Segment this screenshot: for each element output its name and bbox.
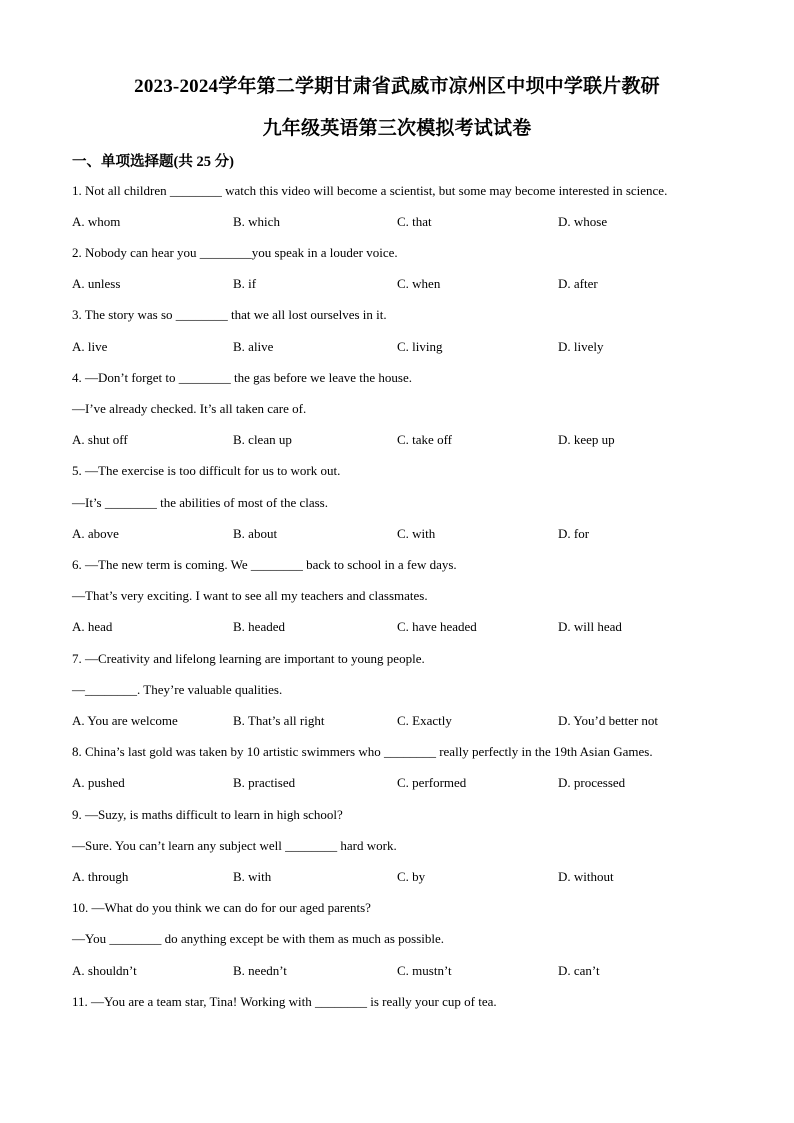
question-10-option-a: A. shouldn’t <box>72 963 137 978</box>
question-1-option-a: A. whom <box>72 214 121 229</box>
question-10-option-b: B. needn’t <box>233 963 287 978</box>
question-7-option-b: B. That’s all right <box>233 713 325 728</box>
question-1-option-c: C. that <box>397 214 432 229</box>
question-2-text: 2. Nobody can hear you ________you speak in a louder voice. <box>72 245 398 260</box>
exam-title-line2: 九年级英语第三次模拟考试试卷 <box>262 118 532 139</box>
question-5-option-b: B. about <box>233 526 278 541</box>
question-6-option-b: B. headed <box>233 619 285 634</box>
question-3-text: 3. The story was so ________ that we all lost ourselves in it. <box>72 307 387 322</box>
question-3-option-d: D. lively <box>558 339 604 354</box>
question-2-option-c: C. when <box>397 276 441 291</box>
question-9-option-a: A. through <box>72 869 129 884</box>
question-6-response: —That’s very exciting. I want to see all my teachers and classmates. <box>72 588 428 603</box>
question-4-option-d: D. keep up <box>558 432 615 447</box>
question-1-option-d: D. whose <box>558 214 608 229</box>
question-1-option-b: B. which <box>233 214 280 229</box>
question-4-text: 4. —Don’t forget to ________ the gas before we leave the house. <box>72 370 412 385</box>
question-8-option-c: C. performed <box>397 775 467 790</box>
question-2-option-b: B. if <box>233 276 257 291</box>
question-2-option-d: D. after <box>558 276 598 291</box>
question-6-option-c: C. have headed <box>397 619 477 634</box>
question-2-option-a: A. unless <box>72 276 121 291</box>
question-3-option-a: A. live <box>72 339 108 354</box>
section-heading: 一、单项选择题(共 25 分) <box>72 154 234 170</box>
question-7-option-a: A. You are welcome <box>72 713 178 728</box>
question-7-option-d: D. You’d better not <box>558 713 659 728</box>
question-6-text: 6. —The new term is coming. We ________ back to school in a few days. <box>72 557 457 572</box>
question-4-response: —I’ve already checked. It’s all taken care of. <box>72 401 307 416</box>
question-7-text: 7. —Creativity and lifelong learning are important to young people. <box>72 651 425 666</box>
question-10-option-c: C. mustn’t <box>397 963 452 978</box>
question-5-option-a: A. above <box>72 526 119 541</box>
question-9-option-b: B. with <box>233 869 272 884</box>
question-9-response: —Sure. You can’t learn any subject well ________ hard work. <box>72 838 397 853</box>
question-8-text: 8. China’s last gold was taken by 10 artistic swimmers who ________ really perfectly in the 19th Asian Games. <box>72 744 653 759</box>
question-8-option-d: D. processed <box>558 775 626 790</box>
question-11-text: 11. —You are a team star, Tina! Working with ________ is really your cup of tea. <box>72 994 497 1009</box>
question-5-text: 5. —The exercise is too difficult for us to work out. <box>72 463 341 478</box>
question-5-option-d: D. for <box>558 526 590 541</box>
question-4-option-a: A. shut off <box>72 432 128 447</box>
question-7-option-c: C. Exactly <box>397 713 452 728</box>
question-4-option-c: C. take off <box>397 432 452 447</box>
question-10-option-d: D. can’t <box>558 963 600 978</box>
question-10-response: —You ________ do anything except be with them as much as possible. <box>72 931 445 946</box>
question-3-option-b: B. alive <box>233 339 274 354</box>
question-6-option-a: A. head <box>72 619 113 634</box>
question-1-text: 1. Not all children ________ watch this video will become a scientist, but some may become interested in science. <box>72 183 668 198</box>
question-8-option-a: A. pushed <box>72 775 125 790</box>
question-9-option-c: C. by <box>397 869 426 884</box>
question-10-text: 10. —What do you think we can do for our aged parents? <box>72 900 371 915</box>
exam-title-line1: 2023-2024学年第二学期甘肃省武威市凉州区中坝中学联片教研 <box>134 76 660 97</box>
question-5-option-c: C. with <box>397 526 436 541</box>
question-6-option-d: D. will head <box>558 619 622 634</box>
question-3-option-c: C. living <box>397 339 443 354</box>
question-7-response: —________. They’re valuable qualities. <box>72 682 283 697</box>
question-8-option-b: B. practised <box>233 775 296 790</box>
question-9-option-d: D. without <box>558 869 614 884</box>
question-9-text: 9. —Suzy, is maths difficult to learn in high school? <box>72 807 343 822</box>
question-4-option-b: B. clean up <box>233 432 292 447</box>
question-5-response: —It’s ________ the abilities of most of the class. <box>72 495 328 510</box>
